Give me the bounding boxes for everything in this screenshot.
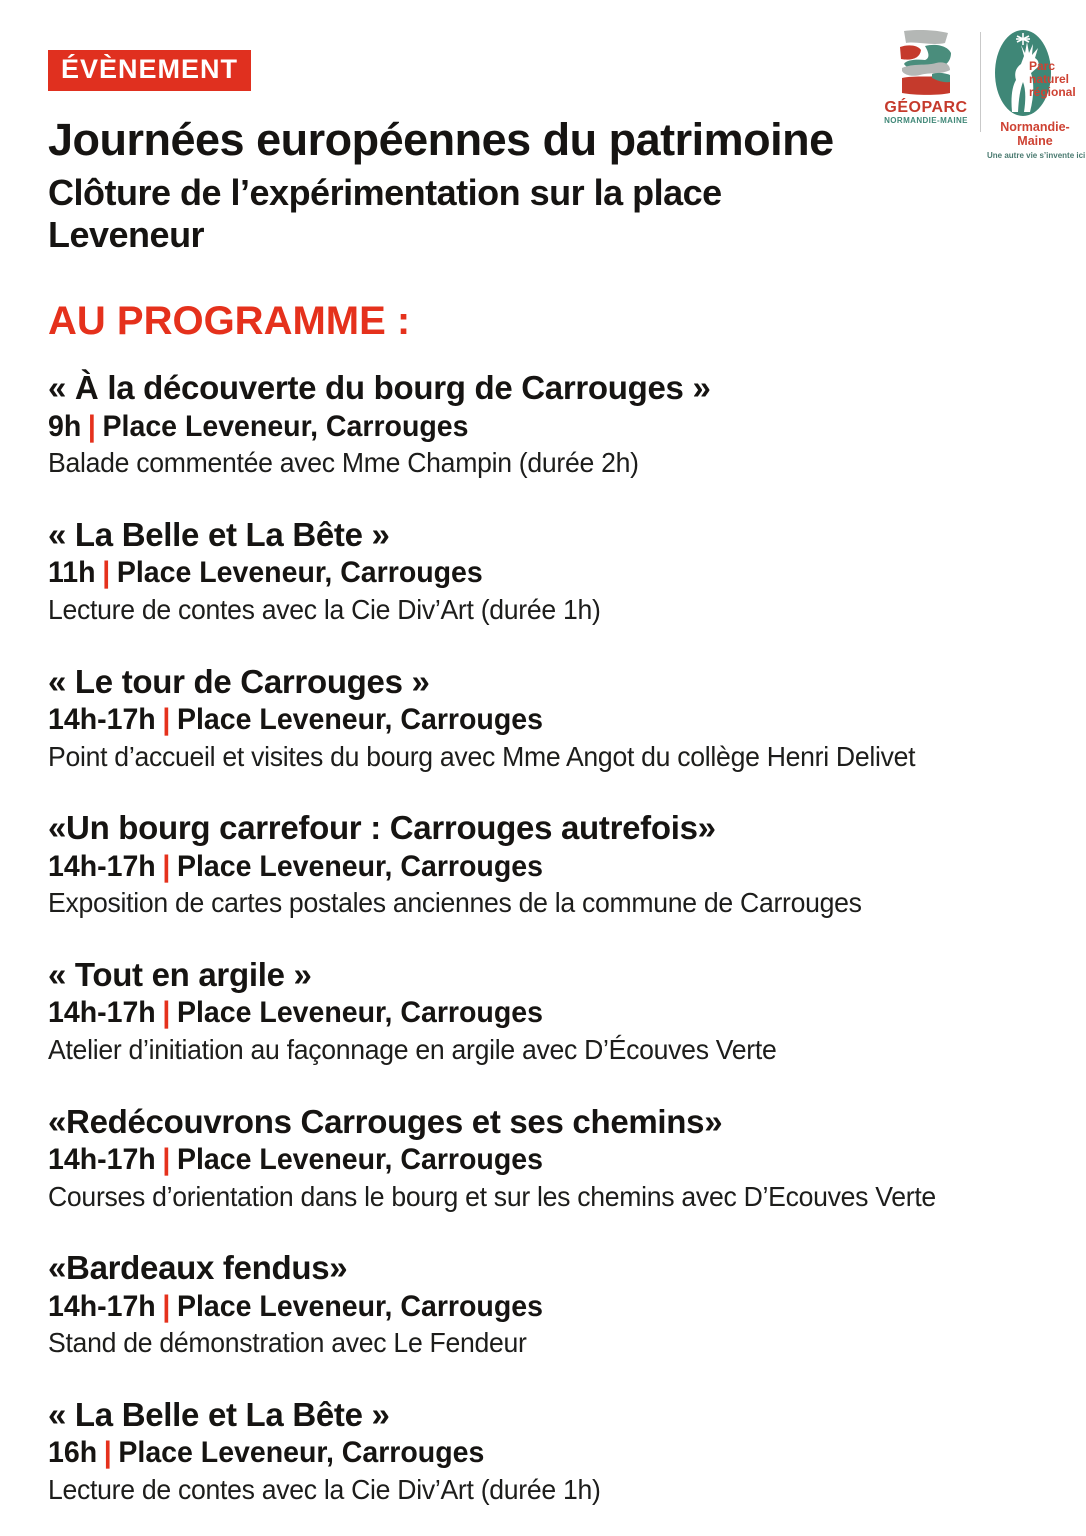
event-time: 9h [48,409,82,443]
event-title: « La Belle et La Bête » [48,1396,390,1434]
time-place-separator: | [103,1436,112,1470]
event-place: Place Leveneur, Carrouges [116,556,483,590]
event-title: « Le tour de Carrouges » [48,662,430,700]
pnr-logo [987,28,1086,160]
event-description: Lecture de contes avec la Cie Div’Art (durée 1h) [48,1473,601,1505]
event-description: Exposition de cartes postales anciennes de la commune de Carrouges [48,887,862,919]
event-title: «Un bourg carrefour : Carrouges autrefois» [48,809,716,847]
time-place-separator: | [162,1289,171,1323]
event-title: « La Belle et La Bête » [48,516,390,554]
event-time: 16h [48,1436,98,1470]
event-time: 14h-17h [48,702,156,736]
pnr-parc-text: Parc naturel régional [1029,59,1076,99]
event-place: Place Leveneur, Carrouges [177,996,543,1030]
event-description: Lecture de contes avec la Cie Div’Art (durée 1h) [48,593,601,625]
event-meta [48,1435,996,1472]
time-place-separator: | [162,702,171,736]
subtitle-line: Clôture de l’expérimentation sur la place [48,171,722,213]
time-place-separator: | [162,849,171,883]
event-item [48,515,1046,628]
event-meta [48,1142,996,1179]
event-meta [48,555,996,592]
event-item [48,1102,1046,1215]
event-description: Stand de démonstration avec Le Fendeur [48,1327,527,1359]
event-meta [48,702,996,739]
page-title: Journées européennes du patrimoine [48,114,834,165]
event-description: Courses d’orientation dans le bourg et sur les chemins avec D’Ecouves Verte [48,1180,936,1212]
event-time: 14h-17h [48,849,156,883]
geoparc-logo [878,28,974,126]
event-title: « Tout en argile » [48,956,312,994]
subtitle-line: Leveneur [48,213,205,255]
event-meta [48,995,996,1032]
event-place: Place Leveneur, Carrouges [177,702,543,736]
event-description: Atelier d’initiation au façonnage en argile avec D’Écouves Verte [48,1033,777,1065]
time-place-separator: | [162,996,171,1030]
event-title: «Redécouvrons Carrouges et ses chemins» [48,1102,723,1140]
event-time: 14h-17h [48,1289,156,1323]
logo-bar [878,28,1086,160]
event-place: Place Leveneur, Carrouges [177,849,543,883]
page-subtitle [48,172,1046,256]
event-description: Point d’accueil et visites du bourg avec Mme Angot du collège Henri Delivet [48,740,916,772]
event-time: 14h-17h [48,996,156,1030]
event-item [48,808,1046,921]
event-item [48,368,1046,481]
pnr-region: Normandie-Maine [1000,120,1070,148]
geoparc-subname: NORMANDIE-MAINE [884,116,968,125]
event-item [48,1395,1046,1508]
event-place: Place Leveneur, Carrouges [177,1289,543,1323]
event-meta [48,849,996,886]
event-meta [48,1289,996,1326]
event-place: Place Leveneur, Carrouges [118,1436,485,1470]
event-item [48,955,1046,1068]
event-item [48,1248,1046,1361]
event-title: «Bardeaux fendus» [48,1249,348,1287]
event-meta [48,409,996,446]
event-badge: ÉVÈNEMENT [48,50,251,91]
event-description: Balade commentée avec Mme Champin (durée 2h) [48,447,639,479]
time-place-separator: | [87,409,96,443]
event-time: 11h [48,556,96,590]
event-item [48,662,1046,775]
program-heading: AU PROGRAMME : [48,299,411,344]
geoparc-mark-icon [898,30,954,96]
logo-divider [980,32,981,132]
pnr-tagline: Une autre vie s’invente ici [987,150,1086,160]
event-title: « À la découverte du bourg de Carrouges » [48,369,711,407]
event-place: Place Leveneur, Carrouges [102,409,469,443]
event-time: 14h-17h [48,1143,156,1176]
time-place-separator: | [102,556,111,590]
geoparc-name: GÉOPARC [884,99,968,116]
time-place-separator: | [162,1143,171,1176]
event-place: Place Leveneur, Carrouges [177,1143,543,1176]
